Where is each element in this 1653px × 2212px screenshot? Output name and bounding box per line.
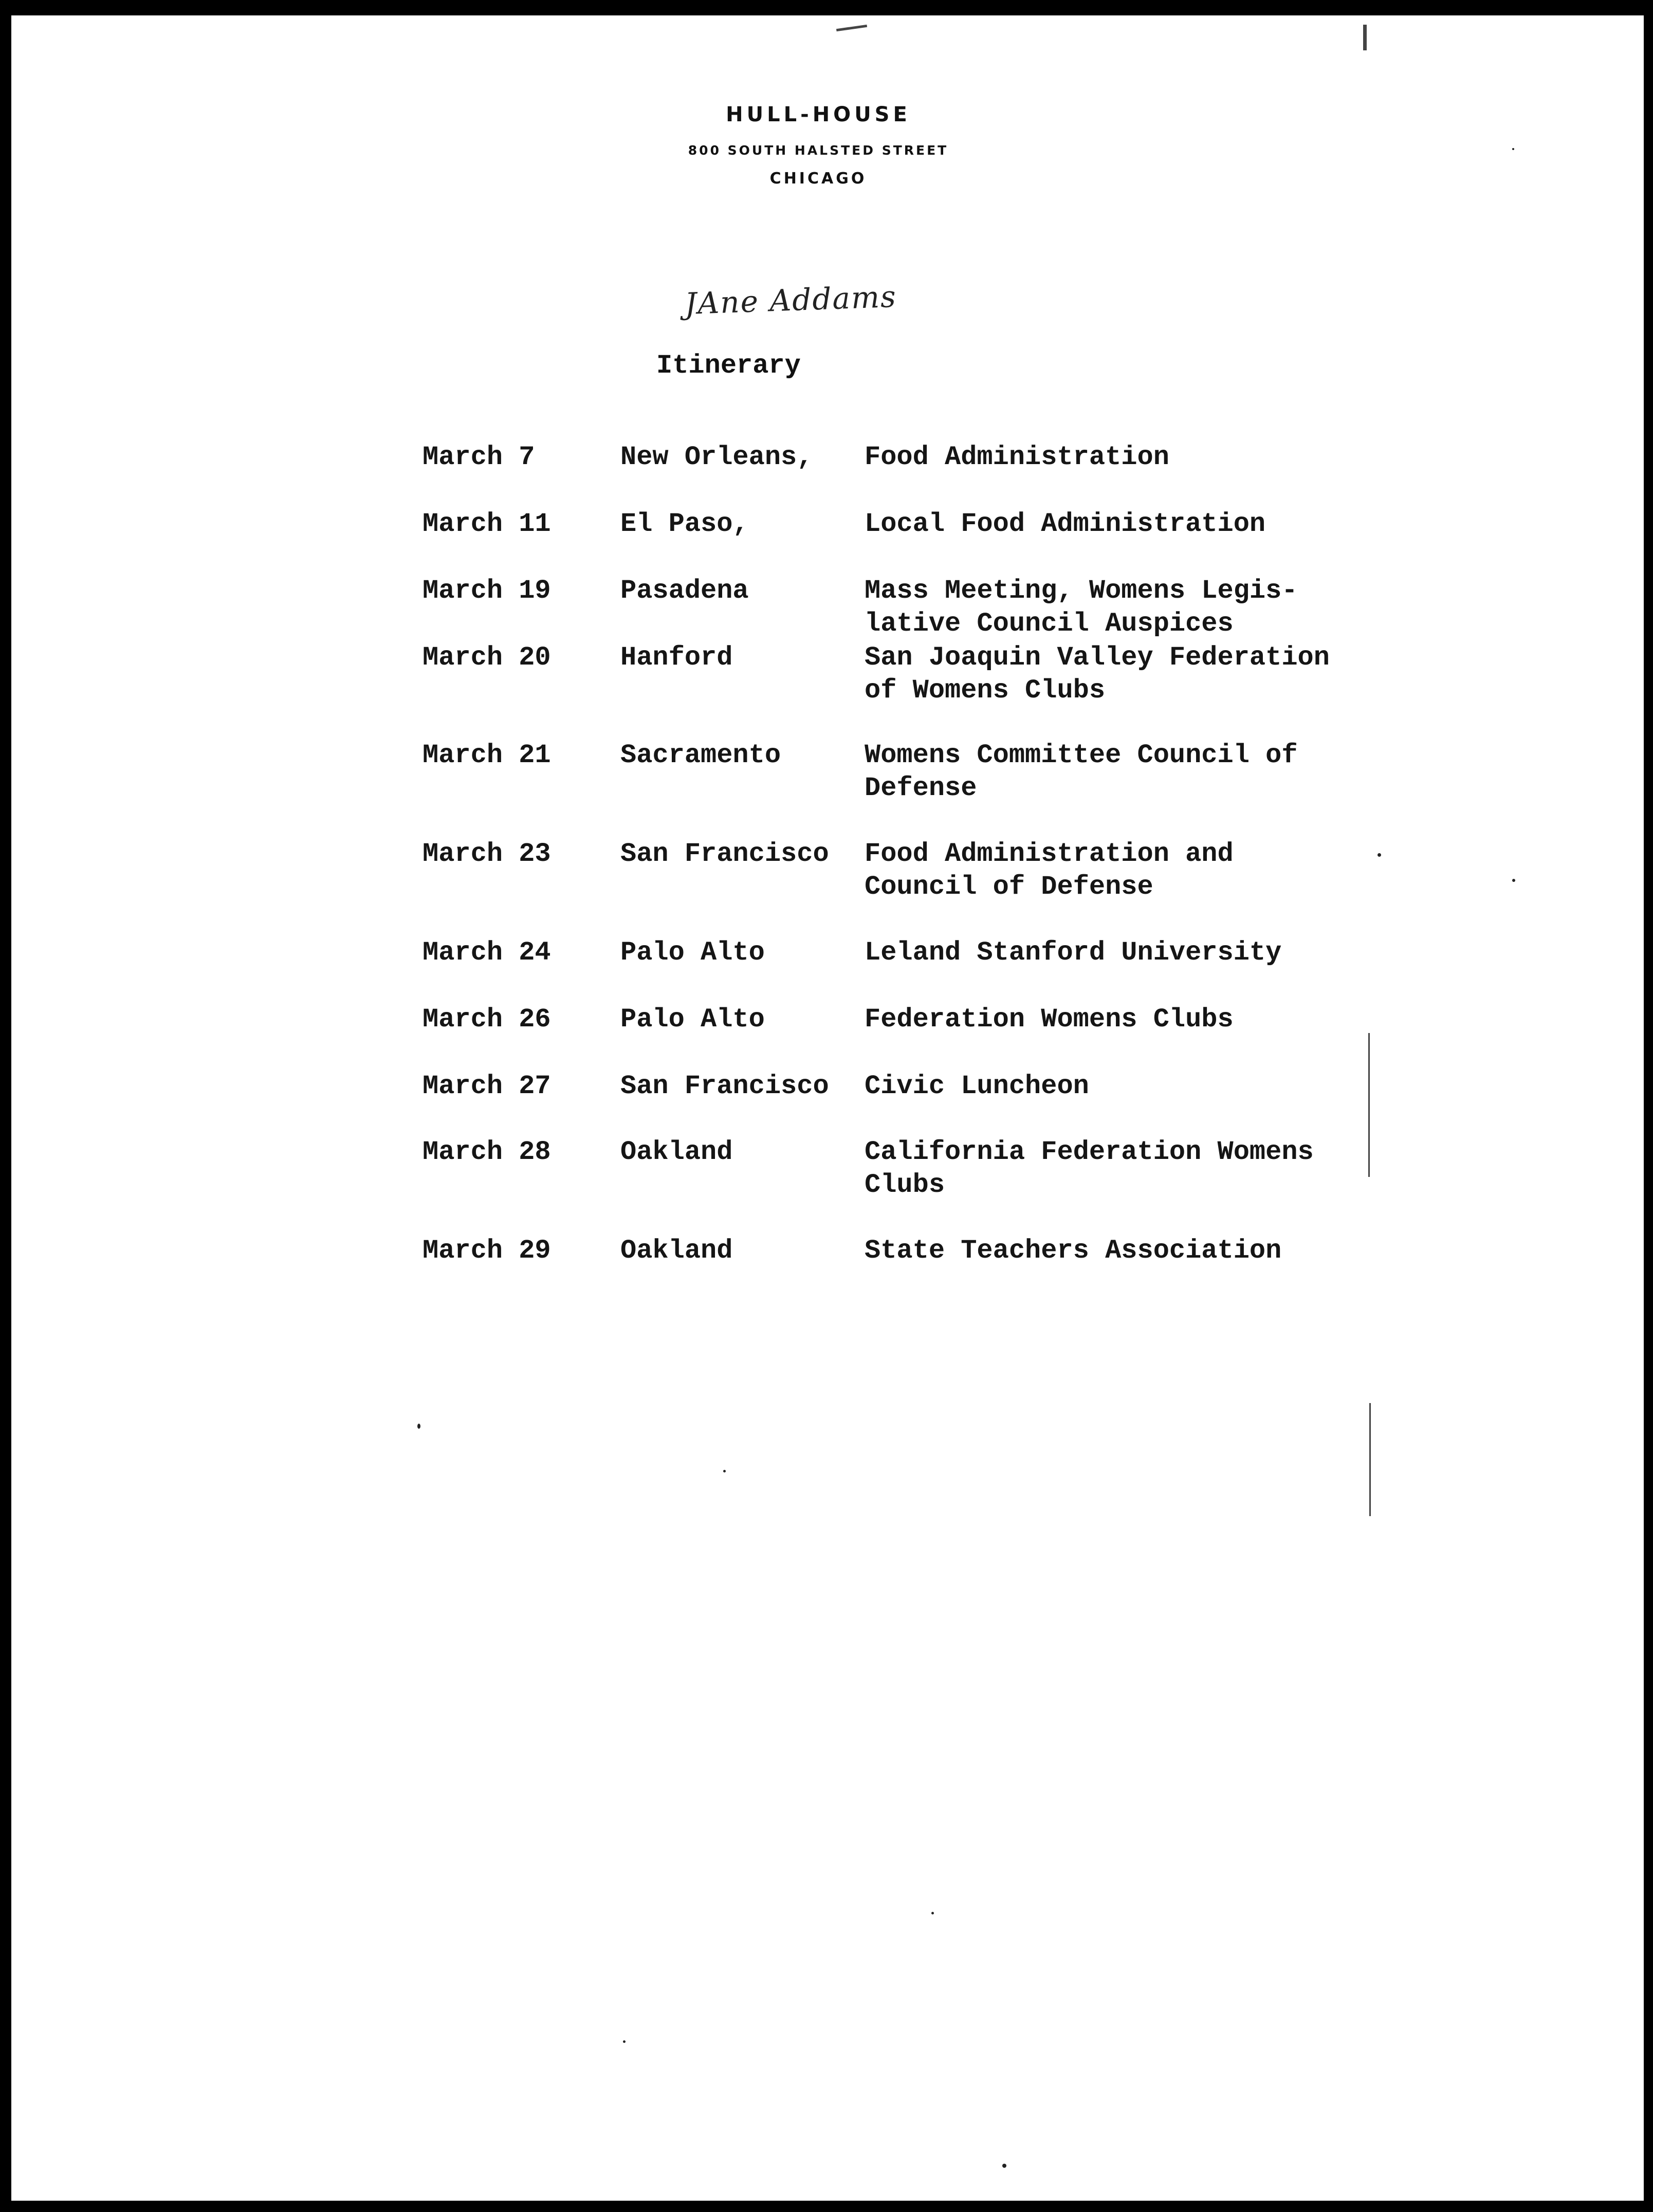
itinerary-date: March 7 xyxy=(423,442,535,472)
document-title: Itinerary xyxy=(656,351,801,381)
itinerary-date: March 28 xyxy=(423,1137,551,1167)
scan-mark xyxy=(836,25,867,31)
itinerary-date: March 21 xyxy=(423,740,551,770)
itinerary-event: Federation Womens Clubs xyxy=(865,1004,1234,1035)
scan-speck xyxy=(417,1424,420,1429)
letterhead-city: CHICAGO xyxy=(769,170,867,188)
itinerary-event: Civic Luncheon xyxy=(865,1071,1089,1101)
letterhead-street: 800 SOUTH HALSTED STREET xyxy=(688,143,949,158)
scan-speck xyxy=(1002,2164,1006,2168)
itinerary-event: Local Food Administration xyxy=(865,509,1266,539)
scan-mark xyxy=(1369,1403,1371,1516)
itinerary-place: San Francisco xyxy=(620,839,829,869)
itinerary-place: Oakland xyxy=(620,1236,733,1266)
itinerary-event: Womens Committee Council of Defense xyxy=(865,740,1298,803)
itinerary-place: Palo Alto xyxy=(620,1004,765,1035)
itinerary-place: Sacramento xyxy=(620,740,781,770)
scan-speck xyxy=(1512,148,1514,150)
itinerary-place: San Francisco xyxy=(620,1071,829,1101)
itinerary-place: Palo Alto xyxy=(620,937,765,968)
itinerary-event: San Joaquin Valley Federation of Womens Clubs xyxy=(865,642,1330,706)
itinerary-event: Mass Meeting, Womens Legis- lative Council Auspices xyxy=(865,576,1298,639)
scan-mark xyxy=(1363,25,1367,50)
itinerary-place: Oakland xyxy=(620,1137,733,1167)
itinerary-event: Food Administration xyxy=(865,442,1169,472)
itinerary-date: March 20 xyxy=(423,642,551,673)
scan-speck xyxy=(623,2040,626,2043)
document-page xyxy=(11,15,1644,2201)
scan-speck xyxy=(723,1470,726,1472)
itinerary-place: El Paso, xyxy=(620,509,749,539)
scan-speck xyxy=(1512,879,1515,882)
itinerary-place: New Orleans, xyxy=(620,442,813,472)
itinerary-place: Hanford xyxy=(620,642,733,673)
itinerary-date: March 23 xyxy=(423,839,551,869)
scan-border-top xyxy=(0,0,1653,15)
letterhead-organization: HULL-HOUSE xyxy=(726,103,911,126)
itinerary-date: March 11 xyxy=(423,509,551,539)
itinerary-event: California Federation Womens Clubs xyxy=(865,1137,1314,1200)
scan-speck xyxy=(1378,853,1381,857)
itinerary-event: Food Administration and Council of Defense xyxy=(865,839,1234,902)
itinerary-date: March 27 xyxy=(423,1071,551,1101)
handwritten-name-annotation: JAne Addams xyxy=(684,279,897,322)
itinerary-event: Leland Stanford University xyxy=(865,937,1282,968)
scan-speck xyxy=(931,1912,934,1914)
itinerary-date: March 19 xyxy=(423,576,551,606)
scan-mark xyxy=(1368,1033,1370,1177)
itinerary-date: March 29 xyxy=(423,1236,551,1266)
itinerary-place: Pasadena xyxy=(620,576,749,606)
itinerary-event: State Teachers Association xyxy=(865,1236,1282,1266)
itinerary-date: March 26 xyxy=(423,1004,551,1035)
itinerary-date: March 24 xyxy=(423,937,551,968)
